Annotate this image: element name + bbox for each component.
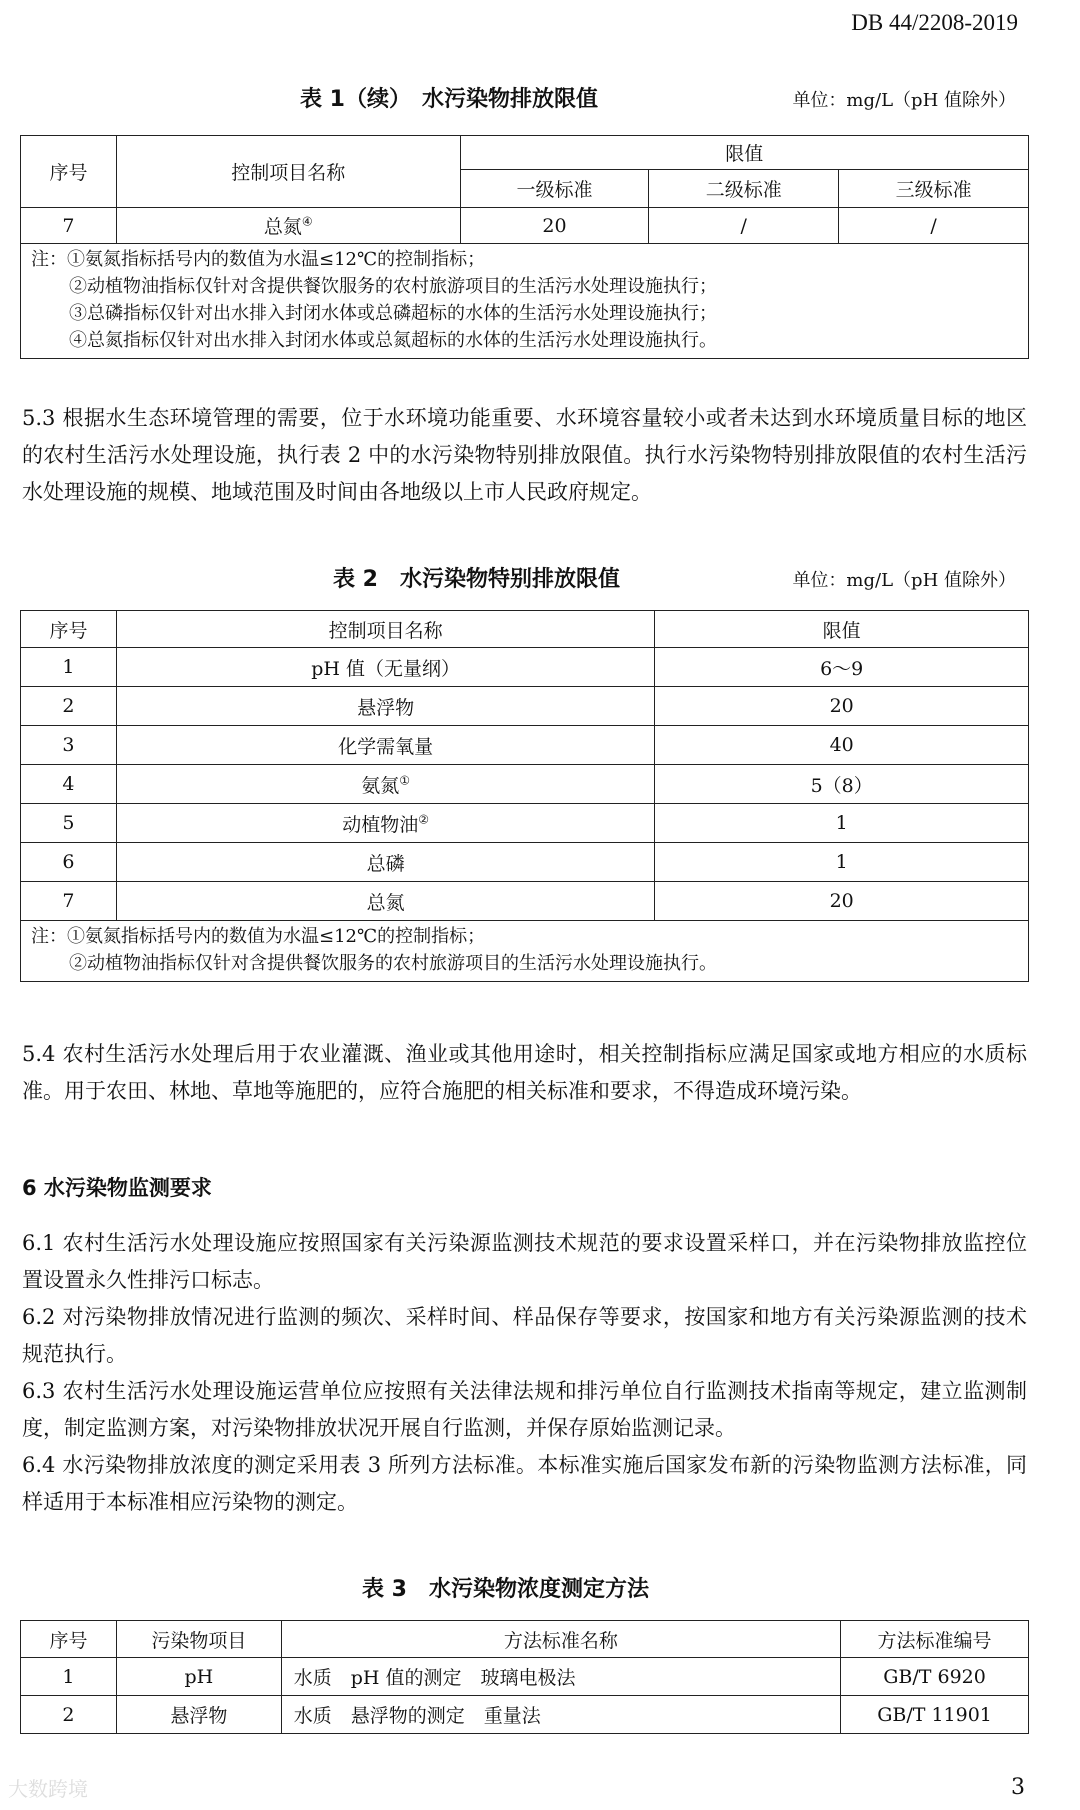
item-text: 悬浮物 [357,696,415,719]
table1 [20,135,1029,359]
cell-item [116,726,654,765]
paragraph-text: 5.3 根据水生态环境管理的需要，位于水环境功能重要、水环境容量较小或者未达到水环境质量目标的地区的农村生活污水处理设施，执行表 2 中的水污染物特别排放限值。执行水污染物特别排放限值的农村生活污水处理设施的规模、地域范围及时间由各地级以上市人民政府规定。 [22,406,1027,504]
table1-caption [0,82,1080,118]
table2-header-item: 控制项目名称 [116,611,654,648]
cell-item [116,687,654,726]
table3-title: 表 3 水污染物浓度测定方法 [362,1577,649,1602]
item-text: 总氮 [366,891,405,914]
item-text: 氨氮 [361,774,400,797]
table-row [21,765,1029,804]
paragraph-text: 5.4 农村生活污水处理后用于农业灌溉、渔业或其他用途时，相关控制指标应满足国家或地方相应的水质标准。用于农田、林地、草地等施肥的，应符合施肥的相关标准和要求，不得造成环境污染。 [22,1042,1027,1103]
item-text: 总磷 [366,852,405,875]
table2-title: 表 2 水污染物特别排放限值 [333,567,620,592]
watermark: 大数跨境 [8,1777,88,1801]
cell-item [116,208,460,244]
cell-limit: 40 [655,726,1029,765]
table1-unit: 单位：mg/L（pH 值除外） [792,90,1016,111]
note-line: 注：①氨氮指标括号内的数值为水温≤12℃的控制指标； [31,926,486,947]
cell-l3: / [839,208,1029,244]
paragraph-5-4 [22,1036,1027,1110]
item-text: 化学需氧量 [338,735,434,758]
table3-caption [0,1572,1080,1608]
note-line: ④总氮指标仅针对出水排入封闭水体或总氮超标的水体的生活污水处理设施执行。 [69,330,717,351]
cell-item [116,843,654,882]
note-line: 注：①氨氮指标括号内的数值为水温≤12℃的控制指标； [31,249,486,270]
table3-header-no: 序号 [21,1621,117,1658]
cell-l2: / [649,208,839,244]
cell-no: 7 [21,208,117,244]
table-row [21,648,1029,687]
table2-header-no: 序号 [21,611,117,648]
cell-limit: 20 [655,687,1029,726]
cell-no: 7 [21,882,117,921]
table2-caption [0,562,1080,598]
cell-method: 水质 悬浮物的测定 重量法 [281,1696,840,1734]
table1-header-no: 序号 [21,136,117,208]
cell-no: 2 [21,687,117,726]
table-row [21,1696,1029,1734]
cell-l1: 20 [460,208,649,244]
cell-no: 2 [21,1696,117,1734]
cell-item: pH [116,1658,281,1696]
paragraph-6-4: 6.4 水污染物排放浓度的测定采用表 3 所列方法标准。本标准实施后国家发布新的污染物监测方法标准，同样适用于本标准相应污染物的测定。 [22,1453,1027,1514]
table-row [21,687,1029,726]
note-line: ②动植物油指标仅针对含提供餐饮服务的农村旅游项目的生活污水处理设施执行； [69,276,717,297]
section-6-paragraphs [22,1225,1027,1521]
table-row [21,804,1029,843]
table-row [21,208,1029,244]
cell-item [116,882,654,921]
doc-id: DB 44/2208-2019 [851,10,1018,35]
table2-notes [21,921,1029,982]
table1-header-l2: 二级标准 [649,170,839,208]
paragraph-6-2: 6.2 对污染物排放情况进行监测的频次、采样时间、样品保存等要求，按国家和地方有关污染源监测的技术规范执行。 [22,1305,1027,1366]
item-text: 动植物油 [342,813,419,836]
cell-limit: 6～9 [655,648,1029,687]
cell-limit: 5（8） [655,765,1029,804]
table3-header-code: 方法标准编号 [841,1621,1029,1658]
cell-item: 悬浮物 [116,1696,281,1734]
paragraph-6-1: 6.1 农村生活污水处理设施应按照国家有关污染源监测技术规范的要求设置采样口，并在污染物排放监控位置设置永久性排污口标志。 [22,1231,1027,1292]
page-number: 3 [1011,1775,1025,1800]
cell-no: 4 [21,765,117,804]
table2-unit: 单位：mg/L（pH 值除外） [792,570,1016,591]
note-line: ②动植物油指标仅针对含提供餐饮服务的农村旅游项目的生活污水处理设施执行。 [69,953,717,974]
table1-header-l1: 一级标准 [460,170,649,208]
paragraph-6-3: 6.3 农村生活污水处理设施运营单位应按照有关法律法规和排污单位自行监测技术指南等规定，建立监测制度，制定监测方案，对污染物排放状况开展自行监测，并保存原始监测记录。 [22,1379,1027,1440]
table1-title: 表 1（续） 水污染物排放限值 [300,87,598,112]
cell-item [116,765,654,804]
table-row [21,882,1029,921]
table1-header-limit: 限值 [460,136,1028,170]
cell-no: 3 [21,726,117,765]
cell-code: GB/T 6920 [841,1658,1029,1696]
table2 [20,610,1029,982]
table1-header-l3: 三级标准 [839,170,1029,208]
table2-header-limit: 限值 [655,611,1029,648]
cell-limit: 1 [655,843,1029,882]
cell-method: 水质 pH 值的测定 玻璃电极法 [281,1658,840,1696]
cell-item [116,804,654,843]
table-row [21,726,1029,765]
cell-no: 1 [21,1658,117,1696]
cell-limit: 20 [655,882,1029,921]
table-row [21,843,1029,882]
table-row [21,1658,1029,1696]
table3 [20,1620,1029,1734]
table1-notes [21,244,1029,359]
note-line: ③总磷指标仅针对出水排入封闭水体或总磷超标的水体的生活污水处理设施执行； [69,303,717,324]
table3-header-item: 污染物项目 [116,1621,281,1658]
cell-code: GB/T 11901 [841,1696,1029,1734]
cell-limit: 1 [655,804,1029,843]
item-text: 总氮 [263,216,302,238]
footnote-mark: ④ [301,214,313,229]
item-text: pH 值（无量纲） [311,657,461,680]
cell-item [116,648,654,687]
table3-header-method: 方法标准名称 [281,1621,840,1658]
table1-header-item: 控制项目名称 [116,136,460,208]
section-6-heading: 6 水污染物监测要求 [22,1176,212,1200]
footnote-mark: ② [418,812,430,827]
paragraph-5-3 [22,400,1027,511]
cell-no: 1 [21,648,117,687]
footnote-mark: ① [399,773,411,788]
cell-no: 6 [21,843,117,882]
cell-no: 5 [21,804,117,843]
